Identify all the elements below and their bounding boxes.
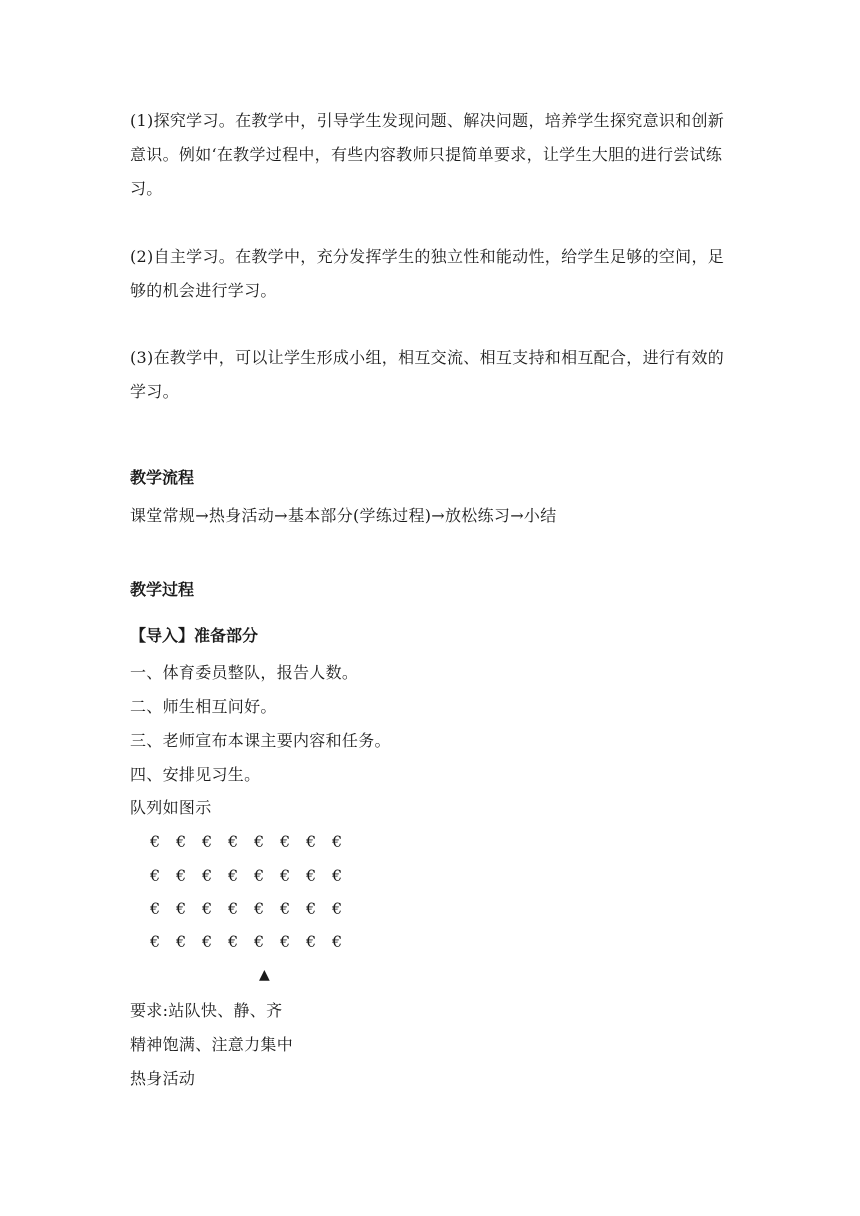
- teaching-process-heading: 教学过程: [130, 580, 195, 599]
- student-marker: €: [254, 866, 265, 885]
- student-marker: €: [306, 866, 317, 885]
- student-marker: €: [176, 832, 187, 851]
- student-marker: €: [150, 932, 161, 951]
- student-marker: €: [332, 932, 343, 951]
- intro-section-heading: 【导入】准备部分: [130, 626, 259, 645]
- student-marker: €: [150, 832, 161, 851]
- student-marker: €: [280, 899, 291, 918]
- process-item: 一、体育委员整队，报告人数。: [130, 663, 359, 682]
- student-marker: €: [254, 832, 265, 851]
- requirement-line: 精神饱满、注意力集中: [130, 1035, 294, 1054]
- student-marker: €: [332, 832, 343, 851]
- student-marker: €: [176, 932, 187, 951]
- student-marker: €: [176, 866, 187, 885]
- student-marker: €: [176, 899, 187, 918]
- paragraph-group-learning: (3)在教学中，可以让学生形成小组，相互交流、相互支持和相互配合，进行有效的学习。: [130, 348, 725, 401]
- process-item: 二、师生相互问好。: [130, 697, 277, 716]
- formation-label: 队列如图示: [130, 798, 212, 817]
- paragraph-inquiry-learning: (1)探究学习。在教学中，引导学生发现问题、解决问题，培养学生探究意识和创新意识。例如‘在教学过程中，有些内容教师只提简单要求，让学生大胆的进行尝试练习。: [130, 111, 725, 198]
- teaching-flow-heading: 教学流程: [130, 468, 195, 487]
- formation-row: [150, 899, 358, 919]
- paragraph-self-learning: (2)自主学习。在教学中，充分发挥学生的独立性和能动性，给学生足够的空间，足够的机会进行学习。: [130, 247, 725, 300]
- warmup-label: 热身活动: [130, 1069, 196, 1088]
- process-item: 四、安排见习生。: [130, 765, 261, 784]
- student-marker: €: [228, 932, 239, 951]
- student-marker: €: [202, 866, 213, 885]
- student-marker: €: [202, 899, 213, 918]
- formation-row: [150, 832, 358, 852]
- student-marker: €: [280, 832, 291, 851]
- student-marker: €: [332, 899, 343, 918]
- student-marker: €: [202, 932, 213, 951]
- process-item: 三、老师宣布本课主要内容和任务。: [130, 731, 391, 750]
- student-marker: €: [228, 866, 239, 885]
- student-marker: €: [254, 899, 265, 918]
- student-marker: €: [228, 832, 239, 851]
- student-marker: €: [254, 932, 265, 951]
- student-marker: €: [280, 932, 291, 951]
- teaching-flow-steps: 课堂常规→热身活动→基本部分(学练过程)→放松练习→小结: [130, 506, 557, 525]
- student-marker: €: [280, 866, 291, 885]
- student-marker: €: [150, 866, 161, 885]
- student-marker: €: [306, 932, 317, 951]
- student-marker: €: [150, 899, 161, 918]
- teacher-position-marker: ▲: [259, 967, 270, 983]
- requirement-line: 要求:站队快、静、齐: [130, 1001, 283, 1020]
- student-marker: €: [306, 832, 317, 851]
- student-marker: €: [306, 899, 317, 918]
- student-marker: €: [202, 832, 213, 851]
- student-marker: €: [228, 899, 239, 918]
- student-marker: €: [332, 866, 343, 885]
- formation-row: [150, 866, 358, 886]
- formation-row: [150, 932, 358, 952]
